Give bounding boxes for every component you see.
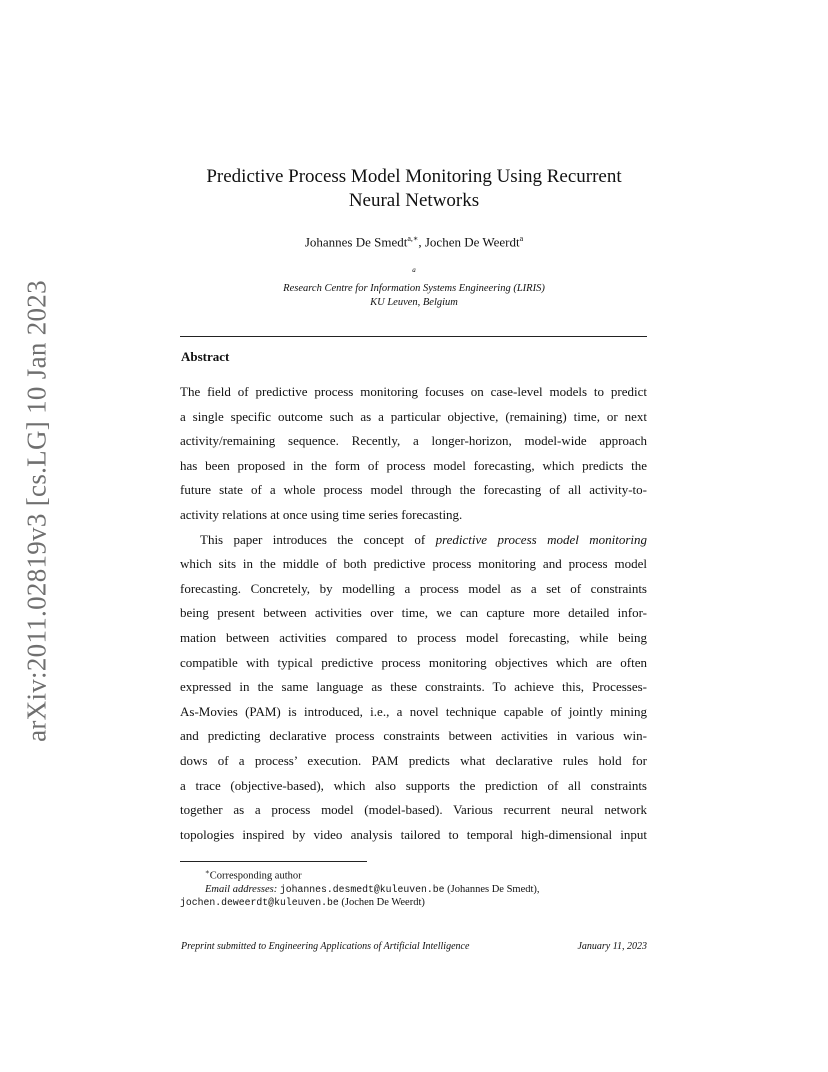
abstract-paragraph-1 — [180, 380, 647, 528]
footnote-corresponding — [180, 866, 647, 883]
abstract-text: This paper introduces the concept of — [200, 531, 426, 547]
abstract-line: activity/remaining sequence. Recently, a longer-horizon, model-wide approach — [180, 433, 647, 449]
affiliation-mark: a — [412, 266, 416, 274]
abstract-line: has been proposed in the form of process model forecasting, which predicts the — [180, 457, 647, 473]
author-1-marks: a,∗ — [407, 234, 419, 243]
footnote-emails-line-2 — [180, 896, 647, 909]
abstract-paragraph-2 — [180, 528, 647, 848]
abstract-line: and predicting declarative process constraints between activities in various win- — [180, 728, 647, 744]
affiliation-line-2: KU Leuven, Belgium — [370, 296, 458, 308]
email-2-owner: (Jochen De Weerdt) — [341, 896, 425, 908]
emphasized-term: predictive process model monitoring — [435, 531, 648, 547]
preprint-journal: Preprint submitted to Engineering Applications of Artificial Intelligence — [181, 941, 470, 952]
footnote — [180, 866, 647, 909]
abstract-line: future state of a whole process model through the forecasting of all activity-to- — [180, 482, 647, 498]
title-line-1: Predictive Process Model Monitoring Using Recurrent — [206, 166, 622, 187]
abstract-line: The field of predictive process monitoring focuses on case-level models to predict — [180, 384, 647, 399]
author-list — [0, 234, 828, 250]
author-1-name: Johannes De Smedt — [304, 234, 408, 250]
abstract-line: dows of a process’ execution. PAM predicts what declarative rules hold for — [180, 752, 647, 768]
author-2-marks: a — [519, 234, 524, 243]
abstract-line: topologies inspired by video analysis tailored to temporal high-dimensional input — [180, 826, 647, 842]
arxiv-side-stamp: arXiv:2011.02819v3 [cs.LG] 10 Jan 2023 — [21, 280, 52, 742]
email-link-1[interactable]: johannes.desmedt@kuleuven.be — [279, 883, 445, 895]
paper-title — [0, 165, 828, 213]
footnote-divider — [180, 861, 367, 862]
affiliation-institute: Research Centre for Information Systems Engineering (LIRIS) — [283, 282, 545, 294]
abstract-line: As-Movies (PAM) is introduced, i.e., a novel technique capable of jointly mining — [180, 703, 647, 719]
abstract-line: a trace (objective-based), which also supports the prediction of all constraints — [180, 777, 647, 793]
abstract-line: which sits in the middle of both predictive process monitoring and process model — [180, 556, 647, 572]
author-2-name: Jochen De Weerdt — [424, 234, 520, 250]
email-link-2[interactable]: jochen.deweerdt@kuleuven.be — [180, 896, 339, 908]
abstract-line: forecasting. Concretely, by modelling a process model as a set of constraints — [180, 580, 647, 596]
abstract-line — [180, 528, 647, 553]
title-line-2: Neural Networks — [348, 190, 480, 211]
preprint-footer — [181, 941, 647, 952]
top-divider — [180, 336, 647, 337]
corresponding-label: Corresponding author — [209, 870, 302, 882]
abstract-heading: Abstract — [181, 349, 230, 364]
footnote-mark: ∗ — [205, 868, 210, 876]
abstract-line: together as a process model (model-based). Various recurrent neural network — [180, 802, 647, 818]
affiliation — [0, 263, 828, 310]
email-label: Email addresses: — [205, 883, 278, 895]
email-1-owner: (Johannes De Smedt), — [447, 883, 540, 895]
abstract-body — [180, 380, 647, 847]
affiliation-line-1 — [0, 263, 828, 296]
abstract-line: a single specific outcome such as a particular objective, (remaining) time, or next — [180, 408, 647, 424]
abstract-line: compatible with typical predictive process monitoring objectives which are often — [180, 654, 647, 670]
abstract-line: activity relations at once using time series forecasting. — [180, 506, 463, 522]
abstract-line: mation between activities compared to process model forecasting, while being — [180, 629, 647, 645]
abstract-line: expressed in the same language as these constraints. To achieve this, Processes- — [180, 679, 647, 695]
preprint-date: January 11, 2023 — [577, 941, 647, 952]
author-separator: , — [418, 234, 425, 250]
footnote-emails-line — [180, 883, 647, 896]
abstract-line: being present between activities over time, we can capture more detailed infor- — [180, 605, 647, 621]
